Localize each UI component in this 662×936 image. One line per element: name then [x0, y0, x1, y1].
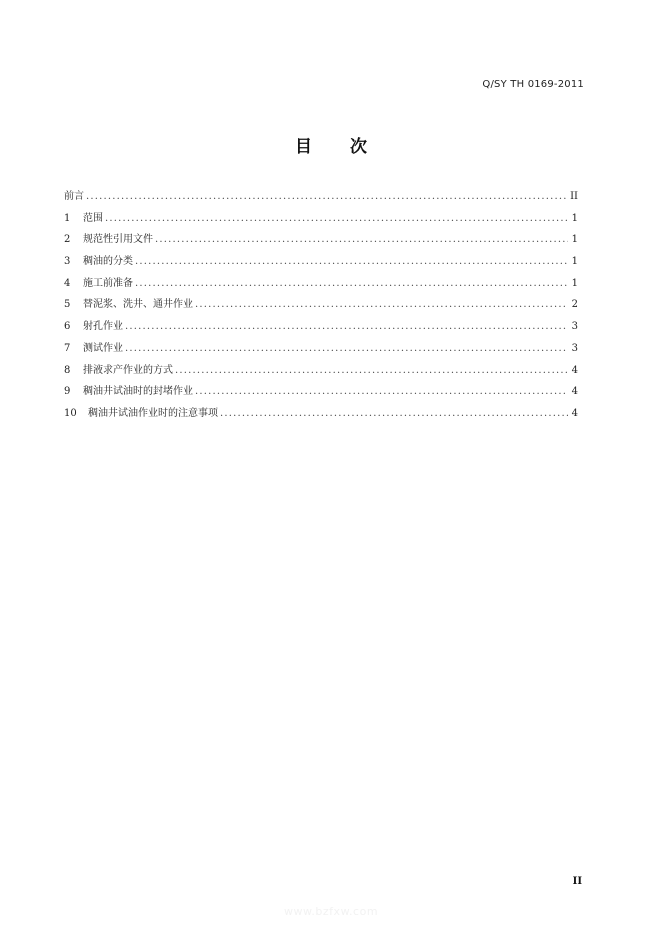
toc-entry-page: 1 — [571, 256, 578, 268]
toc-entry-page: II — [570, 191, 578, 202]
toc-entry-9[interactable] — [64, 381, 578, 403]
toc-leader-dots — [195, 381, 568, 403]
toc-entry-page: 2 — [571, 299, 578, 311]
toc-entry-page: 4 — [571, 364, 578, 376]
toc-entry-page: 4 — [571, 407, 578, 419]
toc-leader-dots — [125, 316, 568, 338]
document-code: Q/SY TH 0169-2011 — [482, 79, 584, 90]
toc-entry-label: 前言 — [64, 191, 84, 202]
toc-entry-label: 规范性引用文件 — [83, 234, 153, 246]
toc-entry-label: 测试作业 — [83, 342, 123, 354]
toc-entry-10[interactable] — [64, 403, 578, 425]
toc-entry-number: 5 — [64, 299, 71, 311]
toc-entry-label: 稠油的分类 — [83, 256, 133, 268]
toc-entry-number: 1 — [64, 212, 71, 224]
toc-entry-label: 施工前准备 — [83, 277, 133, 289]
toc-entry-page: 1 — [571, 277, 578, 289]
toc-leader-dots — [220, 403, 568, 425]
toc-entry-number: 4 — [64, 277, 71, 289]
watermark: www.bzfxw.com — [283, 905, 379, 918]
toc-entry-page: 4 — [571, 386, 578, 398]
toc-title-left: 目 — [295, 137, 312, 157]
toc-entry-number: 8 — [64, 364, 71, 376]
toc-leader-dots — [175, 360, 568, 382]
toc-list — [64, 186, 578, 425]
toc-title — [0, 132, 662, 157]
toc-entry-1[interactable] — [64, 208, 578, 230]
toc-entry-number: 7 — [64, 342, 71, 354]
toc-entry-page: 3 — [571, 321, 578, 333]
toc-leader-dots — [195, 294, 568, 316]
toc-entry-2[interactable] — [64, 229, 578, 251]
toc-entry-page: 1 — [571, 234, 578, 246]
toc-entry-5[interactable] — [64, 294, 578, 316]
toc-entry-label: 射孔作业 — [83, 321, 123, 333]
toc-entry-7[interactable] — [64, 338, 578, 360]
toc-entry-label: 范围 — [83, 212, 103, 224]
toc-entry-number: 10 — [64, 407, 77, 419]
page-number: II — [572, 876, 582, 887]
toc-entry-3[interactable] — [64, 251, 578, 273]
toc-entry-number: 6 — [64, 321, 71, 333]
toc-entry-foreword[interactable] — [64, 186, 578, 208]
toc-title-right: 次 — [350, 137, 367, 157]
toc-entry-4[interactable] — [64, 273, 578, 295]
toc-entry-label: 替泥浆、洗井、通井作业 — [83, 299, 193, 311]
toc-entry-number: 9 — [64, 386, 71, 398]
toc-entry-number: 3 — [64, 256, 71, 268]
toc-entry-label: 排液求产作业的方式 — [83, 364, 173, 376]
toc-entry-6[interactable] — [64, 316, 578, 338]
toc-entry-label: 稠油井试油时的封堵作业 — [83, 386, 193, 398]
toc-entry-8[interactable] — [64, 360, 578, 382]
toc-leader-dots — [155, 229, 568, 251]
toc-leader-dots — [135, 273, 568, 295]
toc-leader-dots — [135, 251, 568, 273]
toc-leader-dots — [125, 338, 568, 360]
toc-leader-dots — [105, 208, 568, 230]
toc-entry-number: 2 — [64, 234, 71, 246]
toc-entry-page: 1 — [571, 212, 578, 224]
toc-entry-label: 稠油井试油作业时的注意事项 — [88, 407, 218, 419]
toc-leader-dots — [86, 186, 568, 208]
toc-entry-page: 3 — [571, 342, 578, 354]
